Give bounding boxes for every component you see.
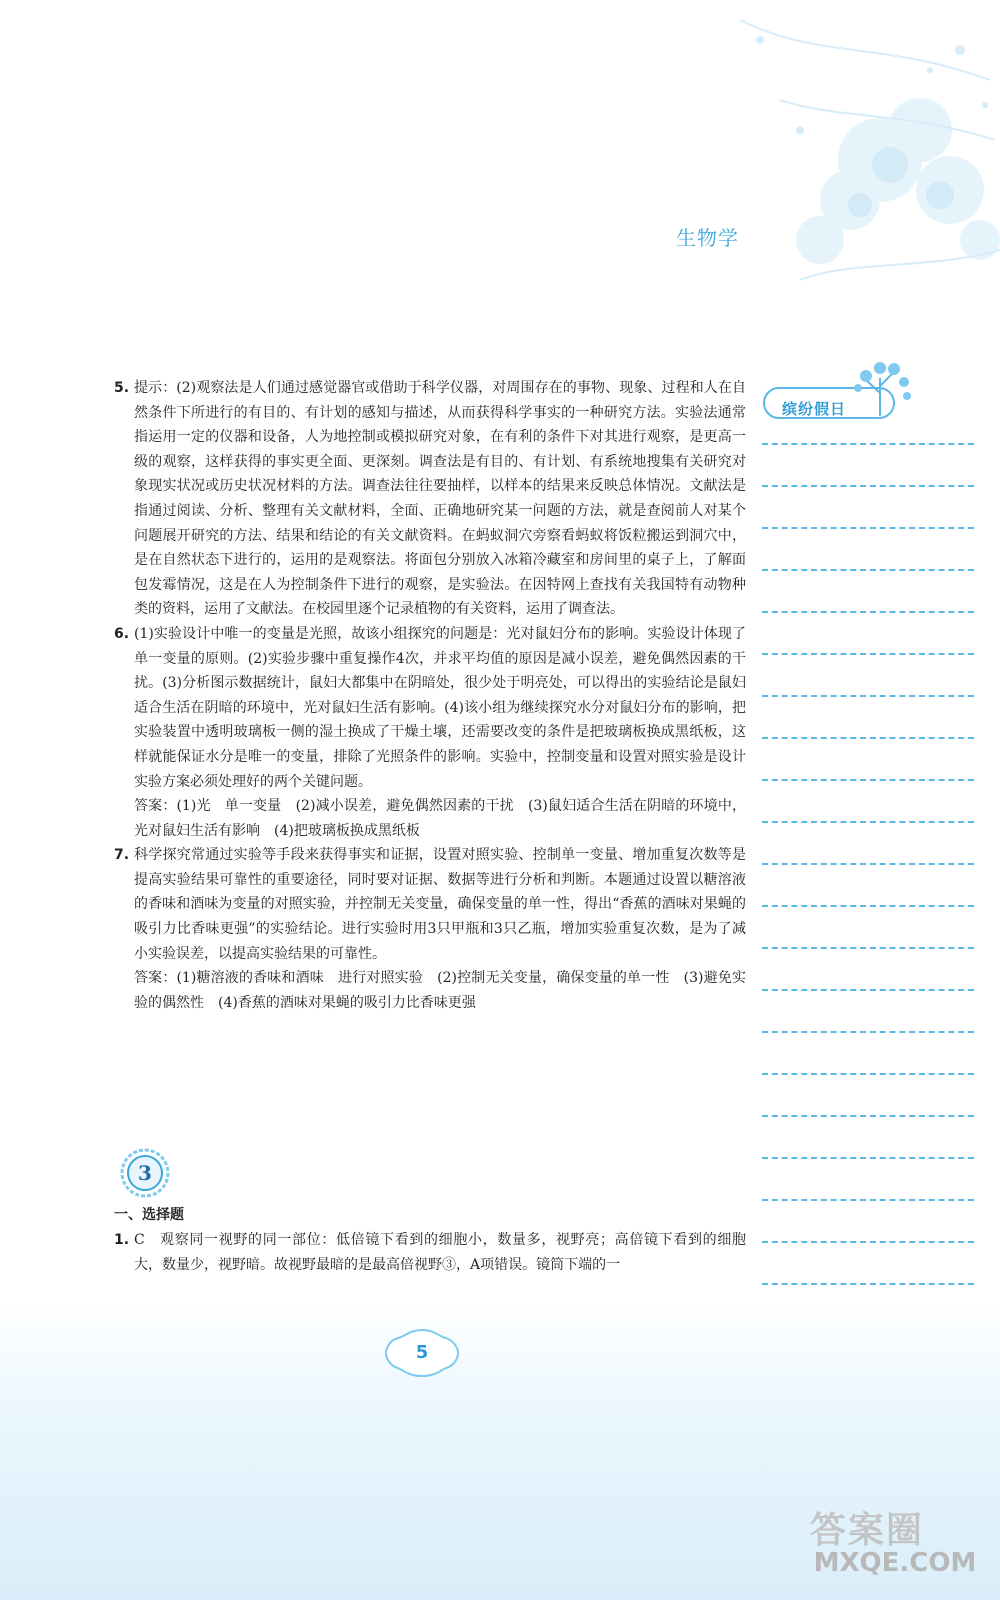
note-line xyxy=(762,863,974,865)
item-text: C 观察同一视野的同一部位：低倍镜下看到的细胞小，数量多，视野亮；高倍镜下看到的细胞大，数量少，视野暗。故视野最暗的是最高倍视野③，A项错误。镜筒下端的一 xyxy=(134,1232,746,1273)
note-line xyxy=(762,1157,974,1159)
note-line xyxy=(762,737,974,739)
note-line xyxy=(762,947,974,949)
item-text: (1)实验设计中唯一的变量是光照，故该小组探究的问题是：光对鼠妇分布的影响。实验设计体现了单一变量的原则。(2)实验步骤中重复操作4次，并求平均值的原因是减小误差，避免偶然因素的干扰。(3)分析图示数据统计，鼠妇大都集中在阴暗处，很少处于明亮处，可以得出的实验结论是鼠妇适合生活在阴暗的环境中，光对鼠妇生活有影响。(4)该小组为继续探究水分对鼠妇分布的影响，把实验装置中透明玻璃板一侧的湿土换成了干燥土壤，还需要改变的条件是把玻璃板换成黑纸板，这样就能保证水分是唯一的变量，排除了光照条件的影响。实验中，控制变量和设置对照实验是设计实验方案必须处理好的两个关键问题。 xyxy=(134,625,746,790)
item-text: 科学探究常通过实验等手段来获得事实和证据，设置对照实验、控制单一变量、增加重复次数等是提高实验结果可靠性的重要途径，同时要对证据、数据等进行分析和判断。本题通过设置以糖溶液的香味和酒味为变量的对照实验，并控制无关变量，确保变量的单一性，得出“香蕉的酒味对果蝇的吸引力比香味更强”的实验结论。进行实验时用3只甲瓶和3只乙瓶，增加实验重复次数，是为了减小实验误差，以提高实验结果的可靠性。 xyxy=(134,847,746,962)
note-line xyxy=(762,821,974,823)
item-text: 提示：(2)观察法是人们通过感觉器官或借助于科学仪器，对周围存在的事物、现象、过程和人在自然条件下所进行的有目的、有计划的感知与描述，从而获得科学事实的一种研究方法。实验法通常指运用一定的仪器和设备，人为地控制或模拟研究对象，在有利的条件下对其进行观察，是更高一级的观察，这样获得的事实更全面、更深刻。调查法是有目的、有计划、有系统地搜集有关研究对象现实状况或历史状况材料的方法。调查法往往要抽样，以样本的结果来反映总体情况。文献法是指通过阅读、分析、整理有关文献材料，全面、正确地研究某一问题的方法，就是查阅前人对某个问题展开研究的方法、结果和结论的有关文献资料。在蚂蚁洞穴旁察看蚂蚁将饭粒搬运到洞穴中，是在自然状态下进行的，运用的是观察法。将面包分别放入冰箱冷藏室和房间里的桌子上，了解面包发霉情况，这是在人为控制条件下进行的观察，是实验法。在因特网上查找有关我国特有动物种类的资料，运用了文献法。在校园里逐个记录植物的有关资料，运用了调查法。 xyxy=(134,380,746,618)
note-line xyxy=(762,989,974,991)
note-line xyxy=(762,1073,974,1075)
note-line xyxy=(762,485,974,487)
section-number-badge xyxy=(120,1148,170,1198)
page-number: 5 xyxy=(415,1342,429,1363)
note-line xyxy=(762,905,974,907)
watermark-logo xyxy=(800,1500,990,1595)
note-line xyxy=(762,1031,974,1033)
item-number: 7. xyxy=(114,847,130,864)
note-line xyxy=(762,443,974,445)
item-number: 1. xyxy=(114,1232,130,1248)
note-line xyxy=(762,527,974,529)
note-line xyxy=(762,779,974,781)
note-line xyxy=(762,1283,974,1285)
answer-content xyxy=(114,376,746,1015)
item-number: 5. xyxy=(114,380,130,396)
answer-item-6 xyxy=(114,622,746,794)
note-line xyxy=(762,611,974,613)
answer-item xyxy=(114,1228,746,1277)
note-line xyxy=(762,1115,974,1117)
note-line xyxy=(762,569,974,571)
floral-decoration xyxy=(700,0,1000,300)
item-number: 6. xyxy=(114,625,130,642)
note-line xyxy=(762,695,974,697)
answer-item-5 xyxy=(114,376,746,622)
notes-label: 缤纷假日 xyxy=(782,400,847,418)
answer-item-7 xyxy=(114,843,746,966)
section-number: 3 xyxy=(138,1161,152,1185)
section-heading: 一、选择题 xyxy=(114,1207,184,1223)
page-number-badge xyxy=(384,1328,460,1378)
note-line xyxy=(762,1241,974,1243)
answer-item-1 xyxy=(114,1228,746,1277)
item-answer: 答案：(1)糖溶液的香味和酒味 进行对照实验 (2)控制无关变量，确保变量的单一性 (3)避免实验的偶然性 (4)香蕉的酒味对果蝇的吸引力比香味更强 xyxy=(134,970,746,1011)
item-answer: 答案：(1)光 单一变量 (2)减小误差，避免偶然因素的干扰 (3)鼠妇适合生活在阴暗的环境中，光对鼠妇生活有影响 (4)把玻璃板换成黑纸板 xyxy=(134,798,746,839)
note-line xyxy=(762,653,974,655)
subject-title: 生物学 xyxy=(676,226,739,250)
watermark-url: MXQE.COM xyxy=(813,1548,977,1578)
note-line xyxy=(762,1199,974,1201)
watermark-top-text: 答案圈 xyxy=(810,1510,925,1551)
